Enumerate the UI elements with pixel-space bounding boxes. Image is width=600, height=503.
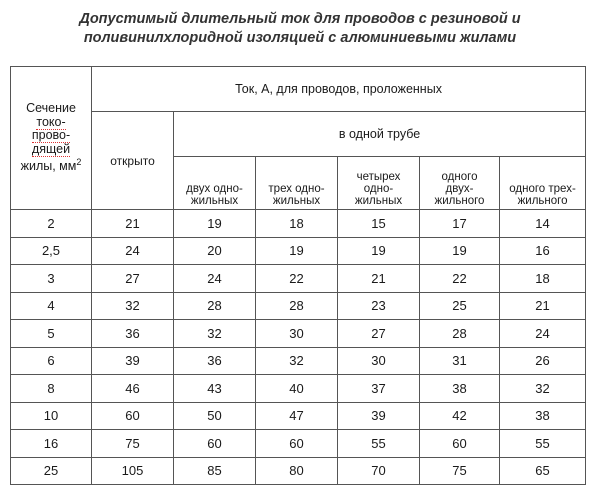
table-row: [11, 347, 586, 375]
current-value-cell: 19: [420, 237, 500, 265]
section-header-line: жилы, мм: [20, 159, 77, 174]
current-value-cell: 22: [256, 265, 338, 293]
col-header-one-two: [420, 157, 500, 210]
current-value-cell: 28: [420, 320, 500, 348]
section-header-line: Сечение: [26, 101, 76, 116]
col-header-line: жильных: [190, 195, 239, 207]
title-line-2: поливинилхлоридной изоляцией с алюминиевыми жилами: [83, 30, 517, 46]
col-header-line: жильного: [517, 195, 568, 207]
current-value-cell: 70: [338, 457, 420, 485]
col-header-one-three: [500, 157, 586, 210]
current-value-cell: 32: [256, 347, 338, 375]
current-group-header: Ток, А, для проводов, проложенных: [92, 67, 586, 112]
current-value-cell: 37: [338, 375, 420, 403]
section-header-line: токо-: [36, 114, 66, 129]
current-value-cell: 23: [338, 292, 420, 320]
current-value-cell: 24: [174, 265, 256, 293]
section-cell: 3: [11, 265, 92, 293]
current-value-cell: 60: [92, 402, 174, 430]
table-row: [11, 457, 586, 485]
current-value-cell: 47: [256, 402, 338, 430]
section-cell: 4: [11, 292, 92, 320]
current-value-cell: 43: [174, 375, 256, 403]
current-value-cell: 20: [174, 237, 256, 265]
current-value-cell: 60: [420, 430, 500, 458]
current-value-cell: 28: [256, 292, 338, 320]
current-value-cell: 50: [174, 402, 256, 430]
section-cell: 5: [11, 320, 92, 348]
current-value-cell: 42: [420, 402, 500, 430]
col-header-line: четырех: [356, 171, 401, 183]
current-value-cell: 32: [92, 292, 174, 320]
section-cell: 8: [11, 375, 92, 403]
current-value-cell: 16: [500, 237, 586, 265]
current-value-cell: 17: [420, 210, 500, 238]
section-header-line: прово-: [31, 128, 71, 143]
current-value-cell: 60: [256, 430, 338, 458]
col-header-line: жильных: [354, 195, 403, 207]
current-value-cell: 21: [500, 292, 586, 320]
current-value-cell: 30: [338, 347, 420, 375]
col-header-line: жильных: [272, 195, 321, 207]
current-value-cell: 60: [174, 430, 256, 458]
current-value-cell: 21: [92, 210, 174, 238]
table-row: [11, 265, 586, 293]
current-value-cell: 39: [92, 347, 174, 375]
current-value-cell: 27: [338, 320, 420, 348]
current-value-cell: 46: [92, 375, 174, 403]
current-value-cell: 38: [420, 375, 500, 403]
current-value-cell: 18: [500, 265, 586, 293]
section-cell: 2,5: [11, 237, 92, 265]
current-value-cell: 14: [500, 210, 586, 238]
section-cell: 10: [11, 402, 92, 430]
section-header-line: дящей: [31, 141, 71, 156]
current-table: [10, 66, 586, 485]
current-value-cell: 15: [338, 210, 420, 238]
col-header-line: открыто: [110, 153, 155, 168]
table-row: [11, 375, 586, 403]
current-value-cell: 85: [174, 457, 256, 485]
section-cell: 2: [11, 210, 92, 238]
current-value-cell: 28: [174, 292, 256, 320]
col-header-line: одно-: [363, 183, 394, 195]
col-header-line: одного: [441, 171, 478, 183]
section-cell: 16: [11, 430, 92, 458]
col-header-line: одного трех-: [509, 183, 576, 195]
col-header-line: двух одно-: [186, 183, 243, 195]
table-row: [11, 210, 586, 238]
current-value-cell: 21: [338, 265, 420, 293]
current-value-cell: 26: [500, 347, 586, 375]
current-value-cell: 31: [420, 347, 500, 375]
current-value-cell: 19: [174, 210, 256, 238]
col-header-line: двух-: [445, 183, 474, 195]
col-header-three-single: [256, 157, 338, 210]
current-value-cell: 40: [256, 375, 338, 403]
section-cell: 6: [11, 347, 92, 375]
title-line-1: Допустимый длительный ток для проводов с резиновой и: [79, 11, 521, 27]
current-value-cell: 32: [500, 375, 586, 403]
document-title: [0, 10, 600, 48]
current-value-cell: 22: [420, 265, 500, 293]
col-header-line: жильного: [434, 195, 485, 207]
current-value-cell: 36: [174, 347, 256, 375]
current-value-cell: 39: [338, 402, 420, 430]
table-row: [11, 237, 586, 265]
current-value-cell: 105: [92, 457, 174, 485]
pipe-group-header: в одной трубе: [174, 112, 586, 157]
col-header-four-single: [338, 157, 420, 210]
current-value-cell: 24: [92, 237, 174, 265]
current-value-cell: 32: [174, 320, 256, 348]
table-row: [11, 320, 586, 348]
current-value-cell: 75: [420, 457, 500, 485]
current-value-cell: 27: [92, 265, 174, 293]
current-value-cell: 36: [92, 320, 174, 348]
current-value-cell: 55: [338, 430, 420, 458]
table-row: [11, 292, 586, 320]
current-value-cell: 65: [500, 457, 586, 485]
current-value-cell: 80: [256, 457, 338, 485]
current-value-cell: 25: [420, 292, 500, 320]
current-value-cell: 55: [500, 430, 586, 458]
current-value-cell: 24: [500, 320, 586, 348]
table-row: [11, 402, 586, 430]
current-value-cell: 30: [256, 320, 338, 348]
current-value-cell: 19: [338, 237, 420, 265]
table-row: [11, 430, 586, 458]
section-header: [11, 67, 92, 210]
current-value-cell: 18: [256, 210, 338, 238]
current-value-cell: 75: [92, 430, 174, 458]
section-header-sup: 2: [76, 157, 82, 168]
col-header-line: трех одно-: [268, 183, 325, 195]
section-cell: 25: [11, 457, 92, 485]
col-header-open: [92, 112, 174, 210]
current-value-cell: 19: [256, 237, 338, 265]
current-value-cell: 38: [500, 402, 586, 430]
col-header-two-single: [174, 157, 256, 210]
